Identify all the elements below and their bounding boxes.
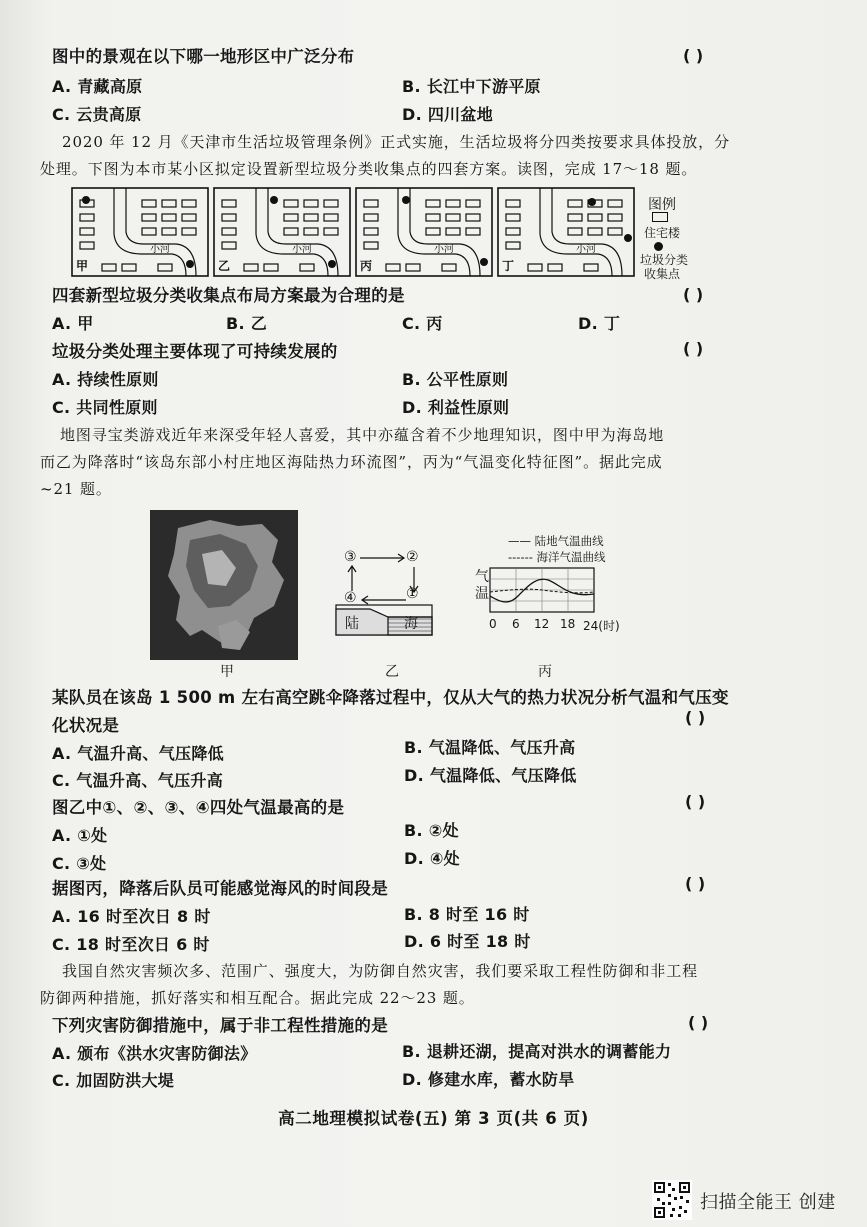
q20-option-c: C. ③处: [52, 854, 107, 873]
river-label: 小河: [434, 244, 454, 255]
residential-building: [324, 200, 338, 207]
q18-option-b: B. 公平性原则: [402, 370, 509, 389]
material-19-21-line1: 地图寻宝类游戏近年来深受年轻人喜爱，其中亦蕴含着不少地理知识，图中甲为海岛地: [60, 426, 665, 444]
q22-option-b: B. 退耕还湖，提高对洪水的调蓄能力: [402, 1042, 672, 1061]
temperature-chart: [488, 566, 598, 616]
x-tick-6: 6: [512, 617, 520, 631]
residential-building: [608, 214, 622, 221]
q19-option-d: D. 气温降低、气压降低: [404, 766, 577, 785]
q19-option-c: C. 气温升高、气压升高: [52, 771, 223, 790]
q21-option-c: C. 18 时至次日 6 时: [52, 935, 210, 954]
residential-building: [528, 264, 542, 271]
residential-building: [182, 214, 196, 221]
residential-building: [446, 214, 460, 221]
point-2-label: ②: [406, 549, 419, 565]
residential-building: [80, 228, 94, 235]
caption-jia: 甲: [220, 664, 234, 680]
scanner-watermark: [652, 1180, 867, 1220]
residential-building: [568, 200, 582, 207]
q16-stem: 图中的景观在以下哪一地形区中广泛分布: [52, 47, 355, 66]
material-17-18-line2: 处理。下图为本市某小区拟定设置新型垃圾分类收集点的四套方案。读图，完成 17～18 题。: [40, 160, 698, 178]
legend-point-label-2: 收集点: [644, 267, 681, 281]
residential-building: [568, 228, 582, 235]
residential-building: [386, 264, 400, 271]
residential-building: [364, 214, 378, 221]
land-label: 陆: [345, 616, 359, 632]
residential-building: [80, 214, 94, 221]
collection-point: [186, 260, 194, 268]
material-17-18-line1: 2020 年 12 月《天津市生活垃圾管理条例》正式实施，生活垃圾将分四类按要求具体投放，分: [62, 133, 730, 151]
q21-option-b: B. 8 时至 16 时: [404, 905, 530, 924]
plan-label: 丁: [502, 259, 515, 273]
residential-building: [264, 264, 278, 271]
residential-building: [324, 228, 338, 235]
legend-land-curve: —— 陆地气温曲线: [508, 534, 604, 548]
q22-option-c: C. 加固防洪大堤: [52, 1071, 175, 1090]
material-22-23-line1: 我国自然灾害频次多、范围广、强度大，为防御自然灾害，我们要采取工程性防御和非工程: [62, 962, 699, 980]
river-bank: [410, 188, 480, 276]
river-label: 小河: [292, 244, 312, 255]
residential-building: [506, 214, 520, 221]
q17-option-d: D. 丁: [578, 314, 621, 333]
residential-building: [324, 214, 338, 221]
q19-option-a: A. 气温升高、气压降低: [52, 744, 224, 763]
q20-option-a: A. ①处: [52, 826, 108, 845]
legend-building-icon: [652, 212, 668, 222]
river-bank: [114, 188, 186, 276]
q17-option-a: A. 甲: [52, 314, 94, 333]
page-footer: 高二地理模拟试卷(五) 第 3 页(共 6 页): [278, 1109, 589, 1128]
residential-building: [442, 264, 456, 271]
residential-building: [568, 214, 582, 221]
q16-option-c: C. 云贵高原: [52, 105, 142, 124]
q19-stem-1: 某队员在该岛 1 500 m 左右高空跳伞降落过程中，仅从大气的热力状况分析气温和气压变: [52, 688, 729, 707]
residential-building: [142, 200, 156, 207]
point-4-label: ④: [344, 590, 357, 606]
legend-collection-point-icon: [654, 242, 663, 251]
q18-answer-paren: ( ): [683, 339, 704, 358]
q20-option-d: D. ④处: [404, 849, 460, 868]
material-19-21-line2: 而乙为降落时“该岛东部小村庄地区海陆热力环流图”，丙为“气温变化特征图”。据此完成: [40, 453, 663, 471]
plan-frame: [356, 188, 492, 276]
caption-bing: 丙: [538, 664, 552, 680]
temp-ylabel-2: 温: [475, 586, 489, 602]
q16-answer-paren: ( ): [683, 46, 704, 65]
residential-building: [244, 264, 258, 271]
residential-building: [80, 242, 94, 249]
residential-building: [426, 214, 440, 221]
q17-stem: 四套新型垃圾分类收集点布局方案最为合理的是: [52, 286, 405, 305]
residential-building: [222, 242, 236, 249]
x-tick-12: 12: [534, 617, 550, 631]
residential-building: [608, 200, 622, 207]
q22-option-a: A. 颁布《洪水灾害防御法》: [52, 1044, 257, 1063]
q21-option-d: D. 6 时至 18 时: [404, 932, 531, 951]
legend-building-label: 住宅楼: [644, 226, 681, 240]
q18-option-c: C. 共同性原则: [52, 398, 158, 417]
residential-building: [300, 264, 314, 271]
q19-answer-paren: ( ): [685, 708, 706, 727]
residential-building: [304, 200, 318, 207]
residential-building: [364, 200, 378, 207]
residential-building: [506, 200, 520, 207]
residential-building: [284, 200, 298, 207]
x-tick-24: 24(时): [583, 619, 620, 633]
q18-stem: 垃圾分类处理主要体现了可持续发展的: [52, 342, 338, 361]
residential-building: [584, 264, 598, 271]
site-plans-figure: [70, 184, 710, 280]
q20-option-b: B. ②处: [404, 821, 459, 840]
x-tick-0: 0: [489, 617, 497, 631]
residential-building: [304, 214, 318, 221]
q17-answer-paren: ( ): [683, 285, 704, 304]
temp-ylabel-1: 气: [475, 569, 489, 585]
legend-sea-curve: ------ 海洋气温曲线: [508, 550, 606, 564]
q17-option-b: B. 乙: [226, 314, 268, 333]
residential-building: [608, 228, 622, 235]
residential-building: [466, 214, 480, 221]
x-tick-18: 18: [560, 617, 576, 631]
residential-building: [102, 264, 116, 271]
q22-stem: 下列灾害防御措施中，属于非工程性措施的是: [52, 1016, 388, 1035]
q22-option-d: D. 修建水库，蓄水防旱: [402, 1070, 575, 1089]
plan-label: 丙: [360, 259, 373, 273]
q18-option-a: A. 持续性原则: [52, 370, 159, 389]
river-bank: [126, 188, 196, 276]
collection-point: [270, 196, 278, 204]
residential-building: [222, 228, 236, 235]
residential-building: [122, 264, 136, 271]
legend-title: 图例: [648, 197, 676, 213]
residential-building: [548, 264, 562, 271]
residential-building: [446, 228, 460, 235]
collection-point: [624, 234, 632, 242]
plan-label: 乙: [218, 259, 231, 273]
residential-building: [284, 214, 298, 221]
residential-building: [142, 214, 156, 221]
qr-code-icon: [652, 1180, 692, 1220]
residential-building: [506, 228, 520, 235]
river-label: 小河: [576, 244, 596, 255]
residential-building: [506, 242, 520, 249]
point-1-label: ①: [406, 586, 419, 602]
residential-building: [304, 228, 318, 235]
residential-building: [466, 200, 480, 207]
residential-building: [446, 200, 460, 207]
residential-building: [182, 200, 196, 207]
residential-building: [222, 200, 236, 207]
point-3-label: ③: [344, 549, 357, 565]
river-bank: [540, 188, 612, 276]
residential-building: [466, 228, 480, 235]
q22-answer-paren: ( ): [688, 1013, 709, 1032]
residential-building: [588, 214, 602, 221]
watermark-text: 扫描全能王 创建: [700, 1192, 836, 1213]
residential-building: [162, 214, 176, 221]
residential-building: [142, 228, 156, 235]
residential-building: [182, 228, 196, 235]
residential-building: [364, 242, 378, 249]
legend-point-label-1: 垃圾分类: [640, 253, 689, 267]
q19-stem-2: 化状况是: [52, 716, 120, 735]
plan-label: 甲: [76, 259, 89, 273]
collection-point: [328, 260, 336, 268]
q19-option-b: B. 气温降低、气压升高: [404, 738, 576, 757]
river-bank: [552, 188, 622, 276]
caption-yi: 乙: [385, 664, 399, 680]
river-bank: [268, 188, 338, 276]
residential-building: [588, 228, 602, 235]
residential-building: [426, 200, 440, 207]
q16-option-b: B. 长江中下游平原: [402, 77, 541, 96]
river-label: 小河: [150, 244, 170, 255]
residential-building: [406, 264, 420, 271]
q20-answer-paren: ( ): [685, 792, 706, 811]
q21-answer-paren: ( ): [685, 874, 706, 893]
q20-stem: 图乙中①、②、③、④四处气温最高的是: [52, 798, 345, 817]
residential-building: [426, 228, 440, 235]
island-photo: [150, 510, 298, 660]
residential-building: [364, 228, 378, 235]
q18-option-d: D. 利益性原则: [402, 398, 510, 417]
residential-building: [162, 200, 176, 207]
material-22-23-line2: 防御两种措施，抓好落实和相互配合。据此完成 22～23 题。: [40, 989, 475, 1007]
residential-building: [284, 228, 298, 235]
material-19-21-line3: ~21 题。: [40, 480, 112, 498]
residential-building: [162, 228, 176, 235]
collection-point: [82, 196, 90, 204]
river-bank: [256, 188, 328, 276]
collection-point: [588, 198, 596, 206]
q17-option-c: C. 丙: [402, 314, 443, 333]
collection-point: [480, 258, 488, 266]
residential-building: [158, 264, 172, 271]
plan-frame: [498, 188, 634, 276]
q21-stem: 据图丙，降落后队员可能感觉海风的时间段是: [52, 879, 388, 898]
q21-option-a: A. 16 时至次日 8 时: [52, 907, 211, 926]
sea-label: 海: [404, 616, 418, 632]
collection-point: [402, 196, 410, 204]
residential-building: [222, 214, 236, 221]
q16-option-a: A. 青藏高原: [52, 77, 143, 96]
q16-option-d: D. 四川盆地: [402, 105, 494, 124]
